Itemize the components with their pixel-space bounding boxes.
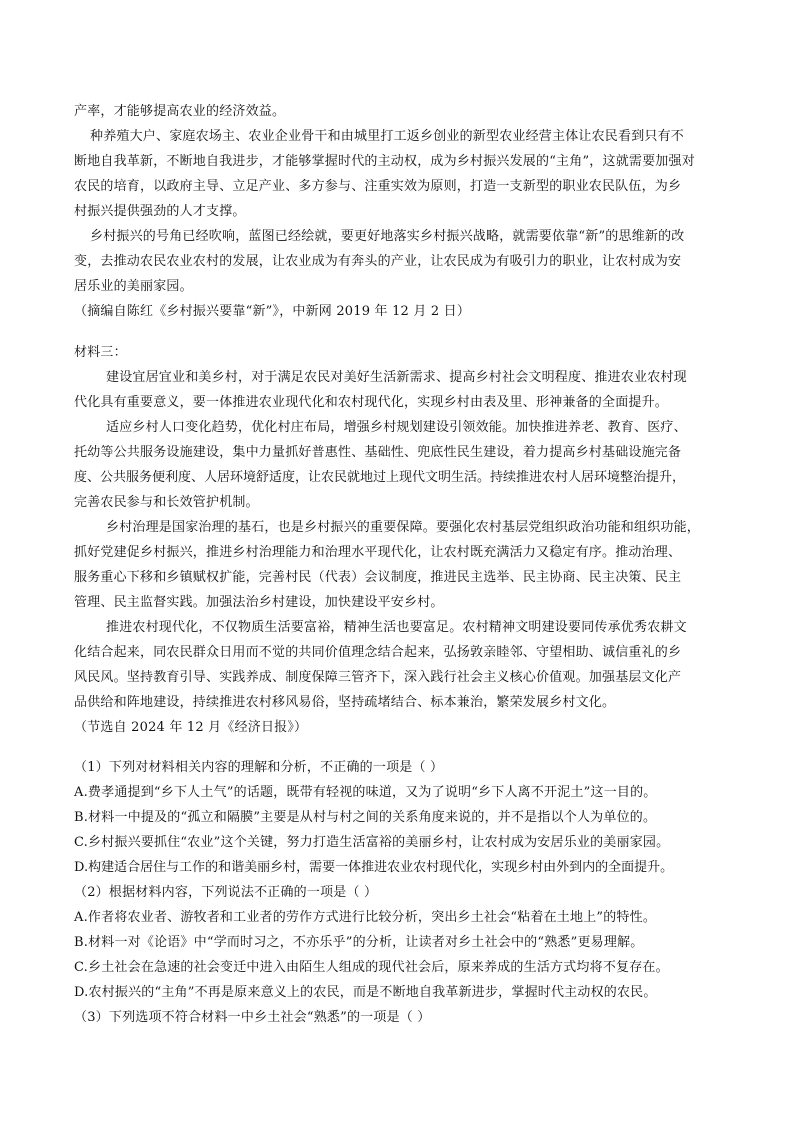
text-line: 推进农村现代化，不仅物质生活要富裕，精神生活也要富足。农村精神文明建设要同传承优秀农耕文 — [106, 620, 687, 635]
option-2c: C.乡土社会在急速的社会变迁中进入由陌生人组成的现代社会后，原来养成的生活方式均将不复存在。 — [74, 960, 669, 975]
text-line: 完善农民参与和长效管护机制。 — [74, 495, 259, 510]
text-line: 产率，才能够提高农业的经济效益。 — [74, 104, 286, 119]
text-line: 化结合起来，同农民群众日用而不觉的共同价值理念结合起来，弘扬敦亲睦邻、守望相助、诚信重礼的乡 — [74, 645, 682, 660]
option-1d: D.构建适合居住与工作的和谐美丽乡村，需要一体推进农业农村现代化，实现乡村由外到内的全面提升。 — [74, 860, 674, 875]
option-1c: C.乡村振兴要抓住“农业”这个关键，努力打造生活富裕的美丽乡村，让农村成为安居乐业的美丽家园。 — [74, 835, 670, 850]
text-line: 变，去推动农民农业农村的发展，让农业成为有奔头的产业，让农民成为有吸引力的职业，让农村成为安 — [74, 254, 682, 269]
text-line: 乡村治理是国家治理的基石，也是乡村振兴的重要保障。要强化农村基层党组织政治功能和组织功能， — [106, 520, 701, 535]
text-line: 度、公共服务便利度、人居环境舒适度，让农民就地过上现代文明生活。持续推进农村人居环境整治提升， — [74, 470, 686, 485]
question-1: （1）下列对材料相关内容的理解和分析，不正确的一项是（ ） — [74, 760, 444, 775]
option-1a: A.费孝通提到“乡下人土气”的话题，既带有轻视的味道，又为了说明“乡下人离不开泥土”这一目的。 — [74, 785, 657, 800]
section-heading: 材料三： — [74, 345, 127, 360]
option-1b: B.材料一中提及的“孤立和隔膜”主要是从村与村之间的关系角度来说的，并不是指以个人为单位的。 — [74, 810, 657, 825]
text-line: 适应乡村人口变化趋势，优化村庄布局，增强乡村规划建设引领效能。加快推进养老、教育、医疗、 — [106, 420, 687, 435]
text-line: 品供给和阵地建设，持续推进农村移风易俗，坚持疏堵结合、标本兼治，繁荣发展乡村文化。 — [74, 695, 616, 710]
text-line: 托幼等公共服务设施建设，集中力量抓好普惠性、基础性、兜底性民生建设，着力提高乡村基础设施完备 — [74, 445, 682, 460]
text-line: 断地自我革新，不断地自我进步，才能够掌握时代的主动权，成为乡村振兴发展的“主角”，这就需要加强对 — [74, 154, 695, 169]
text-line: 建设宜居宜业和美乡村，对于满足农民对美好生活新需求、提高乡村社会文明程度、推进农业农村现 — [106, 370, 687, 385]
text-line: 服务重心下移和乡镇赋权扩能，完善村民（代表）会议制度，推进民主选举、民主协商、民主决策、民主 — [74, 570, 682, 585]
option-2b: B.材料一对《论语》中“学而时习之，不亦乐乎”的分析，让读者对乡土社会中的“熟悉”更易理解。 — [74, 935, 644, 950]
source-citation: （摘编自陈红《乡村振兴要靠“新”》，中新网 2019 年 12 月 2 日） — [74, 304, 471, 319]
text-line: 抓好党建促乡村振兴，推进乡村治理能力和治理水平现代化，让农村既充满活力又稳定有序。推动治理、 — [74, 545, 682, 560]
text-line: 乡村振兴的号角已经吹响，蓝图已经绘就，要更好地落实乡村振兴战略，就需要依靠“新”的思维新的改 — [90, 229, 685, 244]
question-2: （2）根据材料内容，下列说法不正确的一项是（ ） — [74, 885, 378, 900]
text-line: 种养殖大户、家庭农场主、农业企业骨干和由城里打工返乡创业的新型农业经营主体让农民看到只有不 — [90, 129, 685, 144]
text-line: 农民的培育，以政府主导、立足产业、多方参与、注重实效为原则，打造一支新型的职业农民队伍，为乡 — [74, 179, 682, 194]
text-line: 风民风。坚持教育引导、实践养成、制度保障三管齐下，深入践行社会主义核心价值观。加强基层文化产 — [74, 670, 682, 685]
text-line: 代化具有重要意义，要一体推进农业现代化和农村现代化，实现乡村由表及里、形神兼备的全面提升。 — [74, 395, 669, 410]
option-2d: D.农村振兴的“主角”不再是原来意义上的农民，而是不断地自我革新进步，掌握时代主动权的农民。 — [74, 985, 657, 1000]
question-3: （3）下列选项不符合材料一中乡土社会“熟悉”的一项是（ ） — [74, 1010, 431, 1025]
text-line: 管理、民主监督实践。加强法治乡村建设，加快建设平安乡村。 — [74, 595, 444, 610]
option-2a: A.作者将农业者、游牧者和工业者的劳作方式进行比较分析，突出乡土社会“粘着在土地上”的特性。 — [74, 910, 657, 925]
text-line: 村振兴提供强劲的人才支撑。 — [74, 204, 246, 219]
source-citation: （节选自 2024 年 12 月《经济日报》） — [74, 720, 308, 735]
text-line: 居乐业的美丽家园。 — [74, 279, 193, 294]
